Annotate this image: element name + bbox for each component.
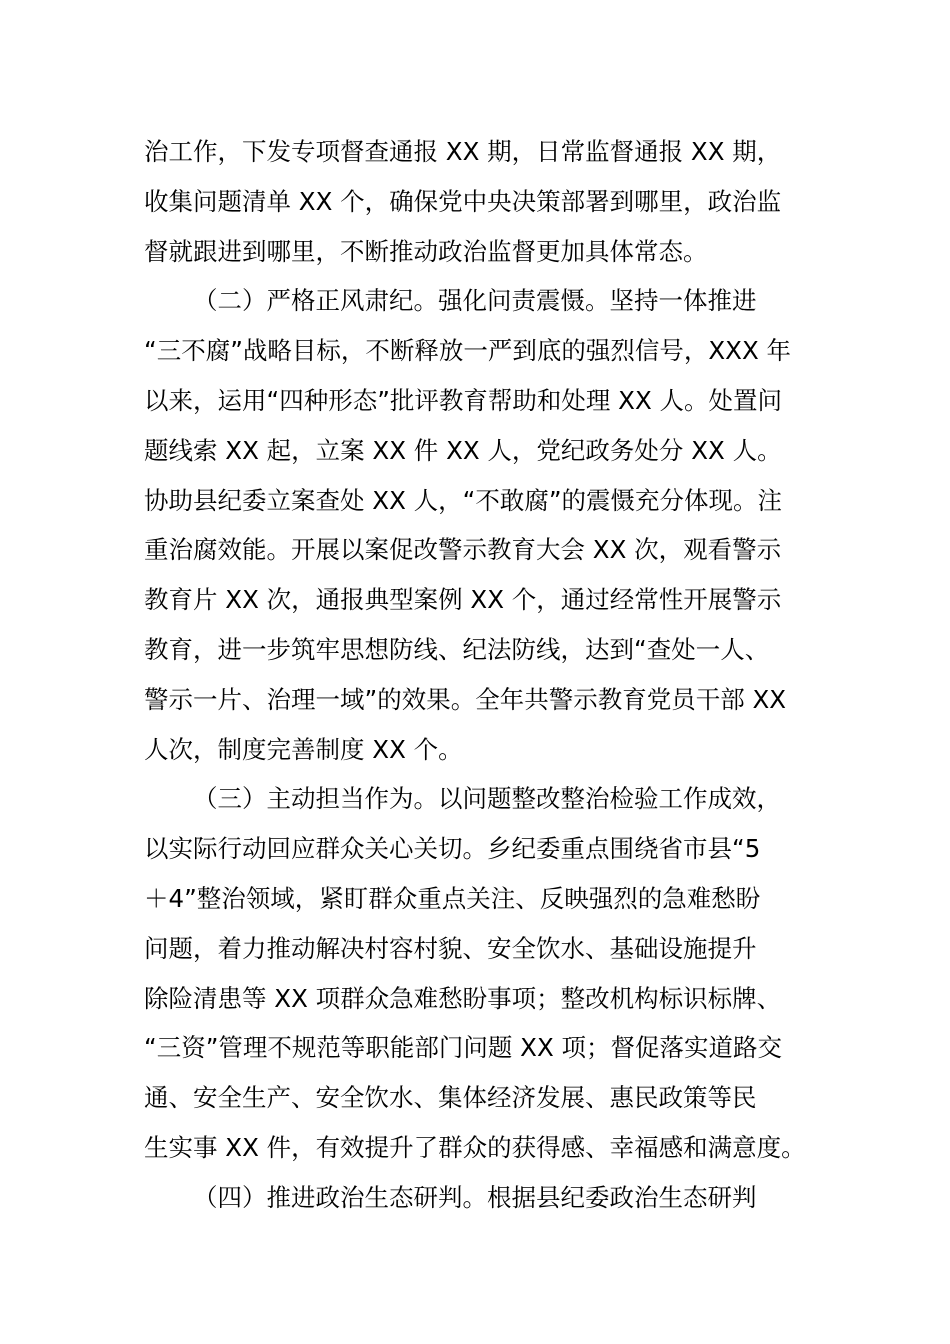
body-text [144, 127, 844, 1223]
text-line: 教育片 XX 次，通报典型案例 XX 个，通过经常性开展警示 [144, 585, 782, 615]
text-line: ＋4”整治领域，紧盯群众重点关注、反映强烈的急难愁盼 [144, 883, 761, 913]
text-line: 题线索 XX 起，立案 XX 件 XX 人，党纪政务处分 XX 人。 [144, 435, 782, 465]
text-line: 督就跟进到哪里，不断推动政治监督更加具体常态。 [144, 236, 708, 266]
text-line: “三不腐”战略目标，不断释放一严到底的强烈信号，XXX 年 [144, 336, 792, 366]
text-line: 收集问题清单 XX 个，确保党中央决策部署到哪里，政治监 [144, 186, 782, 216]
text-line: “三资”管理不规范等职能部门问题 XX 项；督促落实道路交 [144, 1033, 783, 1063]
text-line: 除险清患等 XX 项群众急难愁盼事项；整改机构标识标牌、 [144, 983, 782, 1013]
text-line: 以来，运用“四种形态”批评教育帮助和处理 XX 人。处置问 [144, 385, 783, 415]
text-line: 警示一片、治理一域”的效果。全年共警示教育党员干部 XX [144, 684, 787, 714]
text-line: 生实事 XX 件，有效提升了群众的获得感、幸福感和满意度。 [144, 1132, 806, 1162]
text-line: 重治腐效能。开展以案促改警示教育大会 XX 次，观看警示 [144, 535, 782, 565]
text-line: 以实际行动回应群众关心关切。乡纪委重点围绕省市县“5 [144, 834, 761, 864]
text-line: 教育，进一步筑牢思想防线、纪法防线，达到“查处一人、 [144, 634, 770, 664]
section-2-heading-line: （二）严格正风肃纪。强化问责震慑。坚持一体推进 [193, 286, 757, 316]
text-line: 人次，制度完善制度 XX 个。 [144, 734, 463, 764]
text-line: 协助县纪委立案查处 XX 人，“不敢腐”的震慑充分体现。注 [144, 485, 783, 515]
text-line: 通、安全生产、安全饮水、集体经济发展、惠民政策等民 [144, 1083, 757, 1113]
text-line: 治工作，下发专项督查通报 XX 期，日常监督通报 XX 期， [144, 137, 782, 166]
section-3-heading-line: （三）主动担当作为。以问题整改整治检验工作成效， [193, 784, 781, 814]
section-4-heading-line: （四）推进政治生态研判。根据县纪委政治生态研判 [193, 1182, 757, 1212]
text-line: 问题，着力推动解决村容村貌、安全饮水、基础设施提升 [144, 933, 757, 963]
